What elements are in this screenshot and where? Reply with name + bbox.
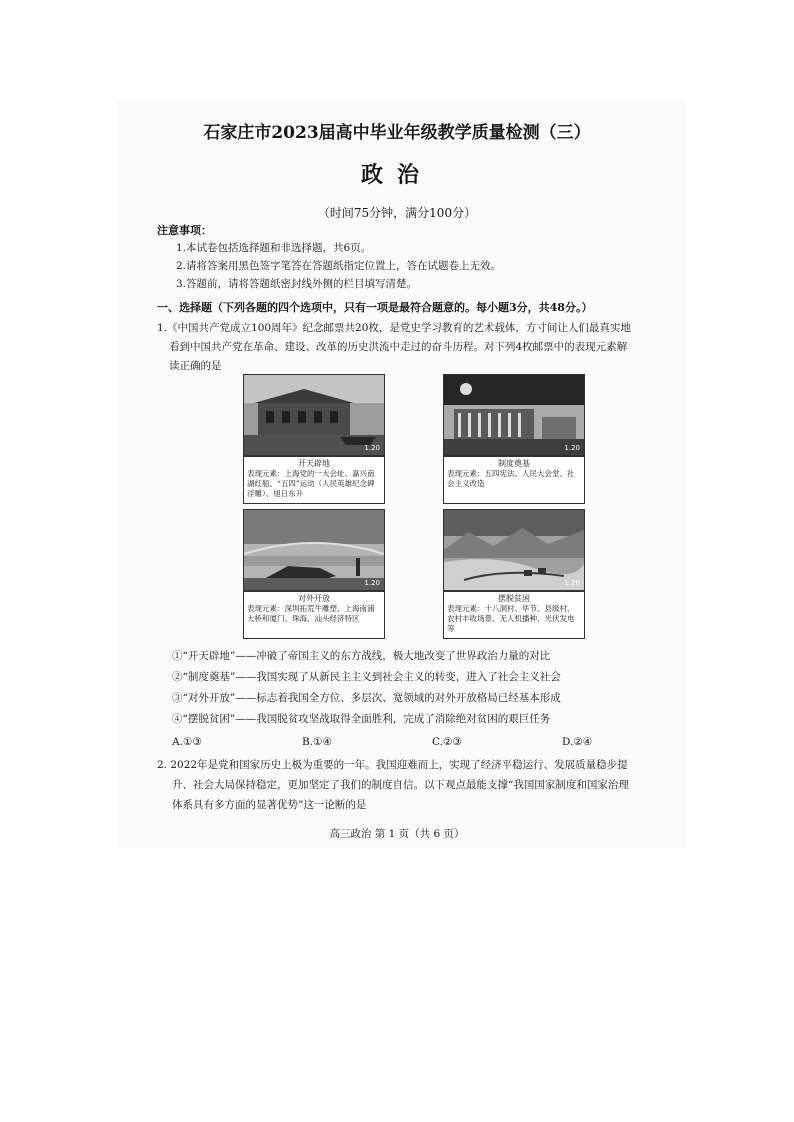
stamp-caption [243, 456, 385, 504]
stamp-caption [443, 456, 585, 504]
q1-stem-line: 看到中国共产党在革命、建设、改革的历史洪流中走过的奋斗历程。对下列4枚邮票中的表现元素解 [169, 341, 628, 353]
stamp-denomination: 1.20 [364, 579, 380, 587]
stamp-title: 开天辟地 [298, 459, 330, 468]
q1-stem-line: 1.《中国共产党成立100周年》纪念邮票共20枚，是党史学习教育的艺术载体，方寸间让人们最真实地 [157, 322, 631, 334]
stamp-description: 表现元素：上海党的一大会址、嘉兴南湖红船、“五四”运动（人民英雄纪念碑浮雕）、旭日东升 [247, 469, 375, 498]
stamp-title: 对外开放 [298, 594, 330, 603]
stamp-denomination: 1.20 [364, 444, 380, 452]
stamp-image-meeting-hall [243, 374, 385, 456]
notice-heading: 注意事项： [157, 224, 212, 237]
stamp-description: 表现元素：十八洞村、毕节、县级村、农村丰收场景、无人机播种、光伏发电等 [447, 604, 575, 633]
notice-item: 2.请将答案用黑色签字笔答在答题纸指定位置上，答在试题卷上无效。 [176, 260, 502, 272]
choice-a: A.①③ [172, 736, 202, 748]
q1-option: ①“开天辟地”——冲破了帝国主义的东方战线，极大地改变了世界政治力量的对比 [172, 650, 551, 662]
q2-stem-line: 2. 2022年是党和国家历史上极为重要的一年。我国迎难而上，实现了经济平稳运行、发展质量稳步提 [157, 759, 628, 771]
stamp-zhidu-dianji [443, 374, 583, 503]
time-info: （时间75分钟，满分100分） [317, 206, 477, 220]
q1-option: ②“制度奠基”——我国实现了从新民主主义到社会主义的转变，进入了社会主义社会 [172, 671, 561, 683]
stamp-baituo-pinkun [443, 509, 583, 638]
stamp-description: 表现元素：五四宪法、人民大会堂、社会主义改造 [447, 469, 575, 488]
choice-d: D.②④ [562, 736, 593, 748]
stamp-title: 摆脱贫困 [498, 594, 530, 603]
q2-stem-line: 升、社会大局保持稳定，更加坚定了我们的制度自信。以下观点最能支撑“我国国家制度和国家治理 [172, 779, 629, 791]
stamp-denomination: 1.20 [564, 579, 580, 587]
stamp-caption [443, 591, 585, 639]
notice-item: 1.本试卷包括选择题和非选择题，共6页。 [176, 242, 372, 254]
q1-stem-line: 读正确的是 [169, 360, 222, 372]
q1-option: ③“对外开放”——标志着我国全方位、多层次、宽领域的对外开放格局已经基本形成 [172, 692, 561, 704]
stamp-caption [243, 591, 385, 639]
choice-c: C.②③ [432, 736, 462, 748]
stamp-denomination: 1.20 [564, 444, 580, 452]
subject-title: 政治 [360, 162, 433, 188]
q2-stem-line: 体系具有多方面的显著优势”这一论断的是 [172, 799, 367, 811]
stamp-title: 制度奠基 [498, 459, 530, 468]
stamp-kaitian-pidi [243, 374, 383, 503]
stamp-image-great-hall [443, 374, 585, 456]
stamp-image-bridge [243, 509, 385, 591]
q1-option: ④“摆脱贫困”——我国脱贫攻坚战取得全面胜利，完成了消除绝对贫困的艰巨任务 [172, 713, 551, 725]
notice-item: 3.答题前，请将答题纸密封线外侧的栏目填写清楚。 [176, 278, 418, 290]
page-footer: 高三政治 第 1 页（共 6 页） [329, 828, 465, 840]
stamp-description: 表现元素：深圳拓荒牛雕塑、上海南浦大桥和厦门、珠海、汕头经济特区 [247, 604, 375, 623]
exam-title: 石家庄市2023届高中毕业年级教学质量检测（三） [203, 123, 591, 143]
stamp-image-village [443, 509, 585, 591]
choice-b: B.①④ [302, 736, 332, 748]
stamp-duiwai-kaifang [243, 509, 383, 638]
section-heading: 一、选择题（下列各题的四个选项中，只有一项是最符合题意的。每小题3分，共48分。） [157, 301, 593, 314]
